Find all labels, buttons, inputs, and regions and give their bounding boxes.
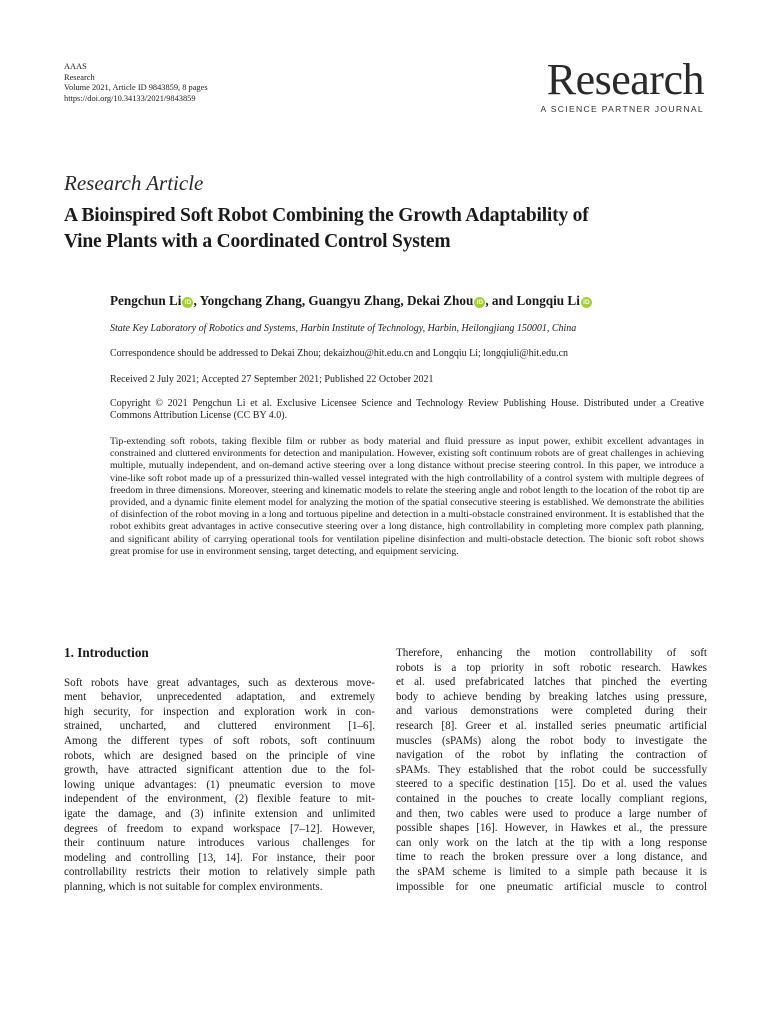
text-line: contained in the pouches to create locally compliant regions,	[396, 792, 707, 805]
author-separator: , and	[485, 293, 517, 308]
body-column-left	[64, 646, 375, 895]
text-line: impossible for one pneumatic artificial muscle to control	[396, 880, 707, 893]
article-title	[64, 203, 714, 255]
article-type: Research Article	[64, 171, 204, 195]
copyright-notice: Copyright © 2021 Pengchun Li et al. Exclusive Licensee Science and Technology Review Publishing House. Distributed under a Creative Commons Attribution License (CC BY 4.0).	[110, 398, 704, 422]
text-line: steered to a specific destination [15]. Do et al. used the values	[396, 778, 707, 791]
text-line: and then, two cables were used to produce a large number of	[396, 807, 707, 820]
orcid-icon[interactable]: iD	[581, 297, 592, 308]
author-separator: ,	[301, 293, 309, 308]
text-line: strained, uncharted, and cluttered environment [1–6].	[64, 720, 375, 733]
text-line: possible shapes [16]. However, in Hawkes et al., the pressure	[396, 822, 707, 835]
author-separator: ,	[193, 293, 200, 308]
orcid-icon[interactable]: iD	[474, 297, 485, 308]
title-line: Vine Plants with a Coordinated Control System	[64, 231, 451, 252]
section-heading: 1. Introduction	[64, 645, 149, 660]
text-line: et al. used prefabricated latches that pinched the everting	[396, 676, 707, 689]
text-line: sPAMs. They established that the robot could be successfully	[396, 763, 707, 776]
publisher-line: AAAS	[64, 62, 87, 71]
text-line: igate the damage, and (3) infinite extension and unlimited	[64, 807, 375, 820]
text-line: growth, have attracted significant attention due to the fol-	[64, 764, 375, 777]
text-line: can only work on the latch at the tip with a long response	[396, 836, 707, 849]
text-line: research [8]. Greer et al. installed series pneumatic artificial	[396, 719, 707, 732]
author-name: Longqiu Li	[516, 293, 580, 308]
text-line: Therefore, enhancing the motion controllability of soft	[396, 647, 707, 659]
text-line: independent of the environment, (2) flexible feature to mit-	[64, 793, 375, 806]
author-separator: ,	[400, 293, 407, 308]
introduction-continued-text	[396, 646, 707, 894]
text-line: planning, which is not suitable for complex environments.	[64, 880, 323, 893]
affiliation: State Key Laboratory of Robotics and Systems, Harbin Institute of Technology, Harbin, Heilongjiang 150001, China	[110, 323, 577, 334]
text-line: high security, for inspection and exploration work in con-	[64, 705, 375, 718]
journal-logo	[540, 55, 704, 114]
text-line: lowing unique advantages: (1) pneumatic eversion to move	[64, 778, 375, 791]
text-line: Soft robots have great advantages, such as dexterous move-	[64, 676, 375, 689]
doi-link[interactable]: https://doi.org/10.34133/2021/9843859	[64, 93, 196, 103]
text-line: time to reach the broken pressure over a long distance, and	[396, 851, 707, 864]
text-line: modeling and controlling [13, 14]. For instance, their poor	[64, 851, 375, 864]
author-name: Yongchang Zhang	[199, 293, 302, 308]
author-name: Pengchun Li	[110, 293, 182, 308]
journal-line: Research	[64, 72, 95, 82]
text-line: ment behavior, unprecedented adaptation, and extremely	[64, 691, 375, 704]
publication-dates: Received 2 July 2021; Accepted 27 September 2021; Published 22 October 2021	[110, 374, 434, 385]
author-name: Guangyu Zhang	[308, 293, 401, 308]
text-line: controllability restricts their motion to relatively simple path	[64, 866, 375, 879]
orcid-icon[interactable]: iD	[182, 297, 193, 308]
text-line: and various demonstrations were completed during their	[396, 705, 707, 718]
correspondence: Correspondence should be addressed to Dekai Zhou; dekaizhou@hit.edu.cn and Longqiu Li; longqiuli@hit.edu.cn	[110, 348, 569, 359]
author-list	[110, 293, 720, 309]
text-line: degrees of freedom to expand workspace [7–12]. However,	[64, 822, 375, 835]
text-line: robots is a top priority in soft robotic research. Hawkes	[396, 661, 707, 674]
author-name: Dekai Zhou	[407, 293, 474, 308]
text-line: navigation of the robot by inflating the contraction of	[396, 749, 707, 762]
introduction-text	[64, 676, 375, 895]
text-line: robots, which are designed based on the principle of vine	[64, 749, 375, 762]
journal-name: Research	[546, 55, 704, 104]
body-column-right	[396, 646, 707, 894]
text-line: Among the different types of soft robots, soft continuum	[64, 734, 375, 747]
text-line: body to achieve bending by breaking latches using pressure,	[396, 690, 707, 703]
text-line: muscles (sPAMs) along the robot body to investigate the	[396, 734, 707, 747]
journal-subtitle: A SCIENCE PARTNER JOURNAL	[540, 104, 704, 114]
text-line: their continuum nature introduces various challenges for	[64, 837, 375, 850]
text-line: the sPAM scheme is limited to a simple path because it is	[396, 865, 707, 878]
volume-line: Volume 2021, Article ID 9843859, 8 pages	[64, 83, 208, 93]
abstract: Tip-extending soft robots, taking flexible film or rubber as body material and fluid pressure as input power, exhibit excellent advantages in constrained and cluttered environments for detection and manipulation. However, existing soft continuum robots are of great challenges in achieving multiple, mutually independent, and on-demand active steering over a long distance without precise steering control. In this paper, we introduce a vine-like soft robot made up of a pressurized thin-walled vessel integrated with the high controllability of a control system with multiple degrees of freedom in three dimensions. Moreover, steering and kinematic models to relate the steering angle and robot length to the location of the robot tip are provided, and a dynamic finite element model for analyzing the motion of the spatial consecutive steering is established. We demonstrate the abilities of disinfection of the robot moving in a long and tortuous pipeline and detection in a multi-obstacle constrained environment. It is established that the robot exhibits great advantages in active consecutive steering over a long distance, high controllability in completing more complex path planning, and significant ability of carrying operational tools for ventilation pipeline disinfection and multi-obstacle detection. The bionic soft robot shows great promise for use in environment sensing, target detecting, and equipment servicing.	[110, 436, 704, 557]
title-line: A Bioinspired Soft Robot Combining the Growth Adaptability of	[64, 205, 589, 226]
publication-meta	[64, 62, 208, 104]
